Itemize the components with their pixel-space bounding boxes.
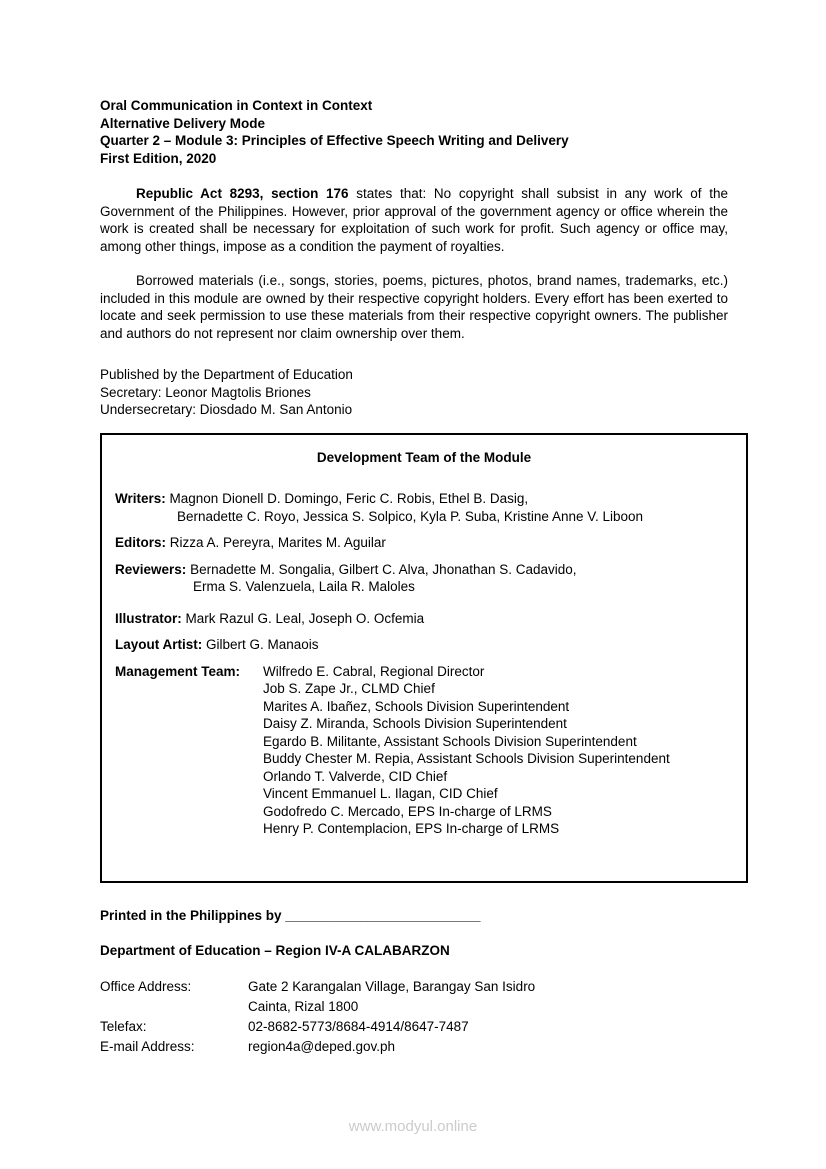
editors-entry [115,534,733,552]
republic-act-reference: Republic Act 8293, section 176 [136,186,349,201]
management-team-members [263,663,733,838]
document-page [100,97,748,1057]
watermark: www.modyul.online [348,1118,478,1135]
development-team-box [100,433,748,883]
reviewers-label: Reviewers: [115,561,187,577]
office-address-line1: Gate 2 Karangalan Village, Barangay San Isidro [248,978,536,994]
management-team-member: Henry P. Contemplacion, EPS In-charge of LRMS [263,821,560,836]
editors-names: Rizza A. Pereyra, Marites M. Aguilar [169,535,386,550]
illustrator-names: Mark Razul G. Leal, Joseph O. Ocfemia [185,610,425,626]
copyright-paragraph-1 [100,185,728,255]
management-team-label: Management Team: [115,663,241,679]
publisher-block [100,366,748,419]
illustrator-entry [115,610,733,628]
copyright-paragraph-1-text: states that: No copyright shall subsist in any work of the Government of the Philippines. However, prior approval of the government agency or office wherein the work is created shall be necessary for exploitation of such work for profit. Such agency or office may, among other things, impose as a condition the payment of royalties. [100,186,728,254]
module-title: Oral Communication in Context in Context [100,98,373,113]
management-team-member: Orlando T. Valverde, CID Chief [263,768,448,784]
management-team-member: Egardo B. Militante, Assistant Schools Division Superintendent [263,733,637,749]
email-label: E-mail Address: [100,1038,195,1054]
management-team-member: Marites A. Ibañez, Schools Division Superintendent [263,698,570,714]
layout-artist-entry [115,636,733,654]
writers-entry [115,490,733,525]
undersecretary: Undersecretary: Diosdado M. San Antonio [100,402,353,417]
telefax-row [100,1017,748,1037]
secretary: Secretary: Leonor Magtolis Briones [100,384,311,400]
reviewers-names-line2: Erma S. Valenzuela, Laila R. Maloles [193,579,415,594]
layout-artist-name: Gilbert G. Manaois [206,637,319,652]
management-team-entry [115,663,733,838]
copyright-paragraph-2: Borrowed materials (i.e., songs, stories, poems, pictures, photos, brand names, trademarks, etc.) included in this module are owned by their respective copyright holders. Every effort has been exerted to locate and seek permission to use these materials from their respective copyright owners. The publisher and authors do not represent nor claim ownership over them. [100,273,728,341]
edition: First Edition, 2020 [100,150,217,166]
published-by: Published by the Department of Education [100,367,353,382]
writers-label: Writers: [115,491,166,506]
reviewers-names-line1: Bernadette M. Songalia, Gilbert C. Alva, Jhonathan S. Cadavido, [190,561,577,577]
management-team-member: Buddy Chester M. Repia, Assistant Schools Division Superintendent [263,751,670,766]
management-team-member: Vincent Emmanuel L. Ilagan, CID Chief [263,786,498,801]
office-address-row [100,977,748,1017]
reviewers-entry [115,561,733,596]
layout-artist-label: Layout Artist: [115,637,203,652]
development-team-title: Development Team of the Module [316,449,532,465]
office-address-value [248,977,748,1017]
delivery-mode: Alternative Delivery Mode [100,115,266,131]
telefax-label: Telefax: [100,1018,147,1034]
contact-info-block [100,977,748,1057]
telefax-value: 02-8682-5773/8684-4914/8647-7487 [248,1018,469,1034]
email-value: region4a@deped.gov.ph [248,1038,396,1054]
office-address-label: Office Address: [100,978,192,994]
writers-names-line2: Bernadette C. Royo, Jessica S. Solpico, Kyla P. Suba, Kristine Anne V. Liboon [177,508,644,524]
management-team-member: Job S. Zape Jr., CLMD Chief [263,681,435,696]
management-team-member: Wilfredo E. Cabral, Regional Director [263,663,485,679]
editors-label: Editors: [115,535,167,550]
module-subtitle: Quarter 2 – Module 3: Principles of Effective Speech Writing and Delivery [100,133,569,148]
management-team-member: Godofredo C. Mercado, EPS In-charge of LRMS [263,803,552,819]
office-address-line2: Cainta, Rizal 1800 [248,998,359,1014]
writers-names-line1: Magnon Dionell D. Domingo, Feric C. Robis, Ethel B. Dasig, [169,491,529,506]
department-region-title: Department of Education – Region IV-A CALABARZON [100,943,450,958]
module-header [100,97,748,167]
printed-in-philippines: Printed in the Philippines by __________________________ [100,907,481,923]
management-team-member: Daisy Z. Miranda, Schools Division Superintendent [263,716,567,731]
email-row [100,1037,748,1057]
illustrator-label: Illustrator: [115,610,182,626]
